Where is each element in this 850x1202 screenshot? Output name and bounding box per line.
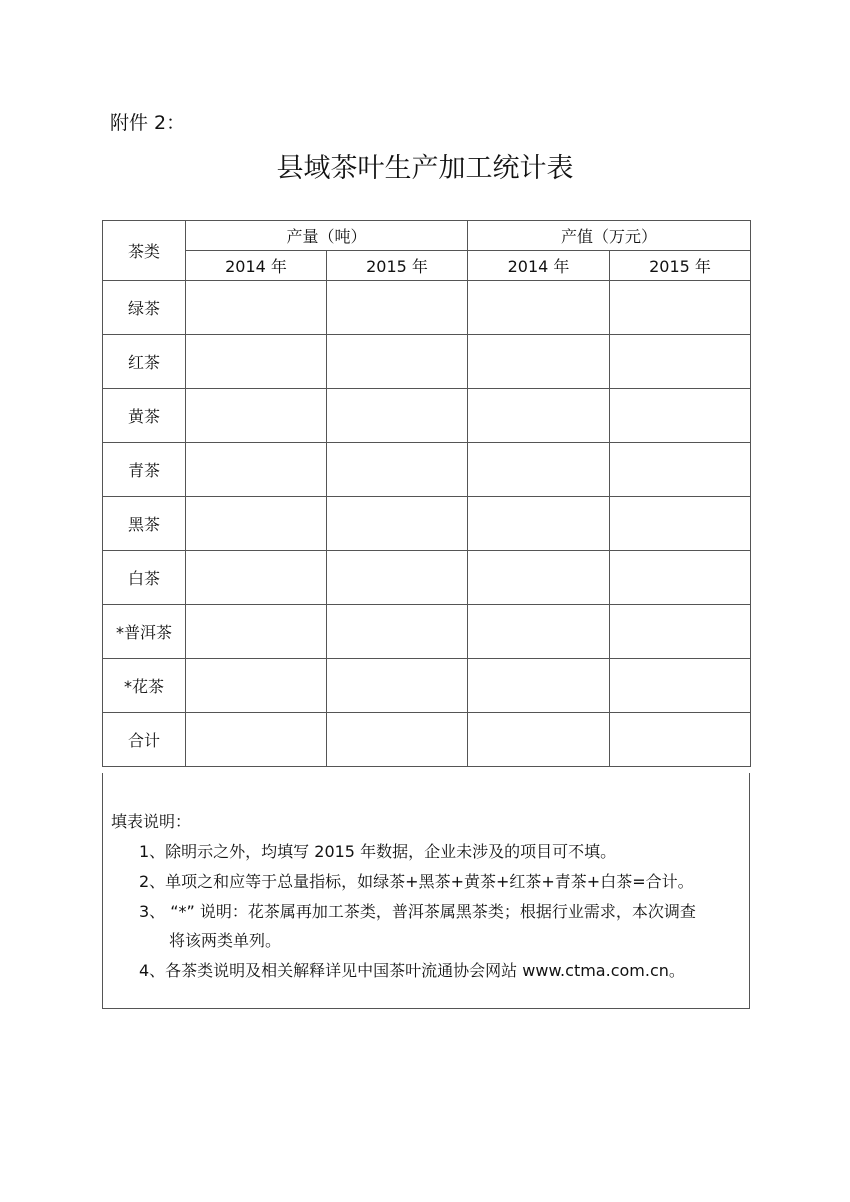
data-cell[interactable] [468, 713, 610, 767]
statistics-table [102, 220, 751, 767]
data-cell[interactable] [610, 551, 751, 605]
note-item: 1、除明示之外，均填写 2015 年数据，企业未涉及的项目可不填。 [139, 842, 617, 861]
data-cell[interactable] [327, 659, 468, 713]
data-cell[interactable] [468, 497, 610, 551]
data-cell[interactable] [186, 443, 327, 497]
data-cell[interactable] [610, 443, 751, 497]
data-cell[interactable] [610, 605, 751, 659]
data-cell[interactable] [610, 281, 751, 335]
note-item-continuation: 将该两类单列。 [169, 931, 282, 950]
data-cell[interactable] [186, 551, 327, 605]
header-row-groups [103, 221, 751, 251]
data-cell[interactable] [610, 713, 751, 767]
table-row [103, 335, 751, 389]
row-label: *花茶 [103, 659, 186, 713]
data-cell[interactable] [327, 335, 468, 389]
data-cell[interactable] [327, 605, 468, 659]
row-label: *普洱茶 [103, 605, 186, 659]
header-row-years [103, 251, 751, 281]
data-cell[interactable] [468, 281, 610, 335]
data-cell[interactable] [610, 335, 751, 389]
notes-box [102, 773, 750, 1009]
table-row [103, 443, 751, 497]
row-label: 红茶 [103, 335, 186, 389]
data-cell[interactable] [327, 443, 468, 497]
data-cell[interactable] [186, 713, 327, 767]
data-cell[interactable] [468, 605, 610, 659]
data-cell[interactable] [327, 713, 468, 767]
note-item: 2、单项之和应等于总量指标，如绿茶+黑茶+黄茶+红茶+青茶+白茶=合计。 [139, 872, 694, 891]
row-label: 白茶 [103, 551, 186, 605]
page-title: 县域茶叶生产加工统计表 [276, 153, 574, 184]
data-cell[interactable] [327, 389, 468, 443]
data-cell[interactable] [468, 551, 610, 605]
data-cell[interactable] [610, 389, 751, 443]
table-row [103, 605, 751, 659]
group-header-value: 产值（万元） [468, 221, 751, 251]
row-label: 黄茶 [103, 389, 186, 443]
year-header: 2014 年 [186, 251, 327, 281]
table-row [103, 497, 751, 551]
data-cell[interactable] [186, 605, 327, 659]
note-item: 3、 “*” 说明：花茶属再加工茶类，普洱茶属黑茶类；根据行业需求，本次调查 [139, 902, 696, 921]
data-cell[interactable] [327, 281, 468, 335]
data-cell[interactable] [468, 389, 610, 443]
data-cell[interactable] [186, 281, 327, 335]
table-row [103, 389, 751, 443]
data-cell[interactable] [327, 551, 468, 605]
attachment-label: 附件 2： [110, 112, 186, 134]
data-cell[interactable] [468, 443, 610, 497]
year-header: 2015 年 [327, 251, 468, 281]
row-label: 青茶 [103, 443, 186, 497]
data-cell[interactable] [610, 497, 751, 551]
notes-title: 填表说明： [111, 812, 192, 831]
data-cell[interactable] [468, 659, 610, 713]
data-cell[interactable] [186, 335, 327, 389]
data-cell[interactable] [186, 659, 327, 713]
data-cell[interactable] [186, 497, 327, 551]
table-row [103, 281, 751, 335]
data-cell[interactable] [610, 659, 751, 713]
note-item: 4、各茶类说明及相关解释详见中国茶叶流通协会网站 www.ctma.com.cn。 [139, 961, 685, 980]
category-header: 茶类 [103, 221, 186, 281]
row-label: 合计 [103, 713, 186, 767]
table-row [103, 551, 751, 605]
data-cell[interactable] [327, 497, 468, 551]
row-label: 黑茶 [103, 497, 186, 551]
data-cell[interactable] [186, 389, 327, 443]
row-label: 绿茶 [103, 281, 186, 335]
year-header: 2015 年 [610, 251, 751, 281]
table-row [103, 713, 751, 767]
table-row [103, 659, 751, 713]
data-cell[interactable] [468, 335, 610, 389]
group-header-output: 产量（吨） [186, 221, 468, 251]
year-header: 2014 年 [468, 251, 610, 281]
